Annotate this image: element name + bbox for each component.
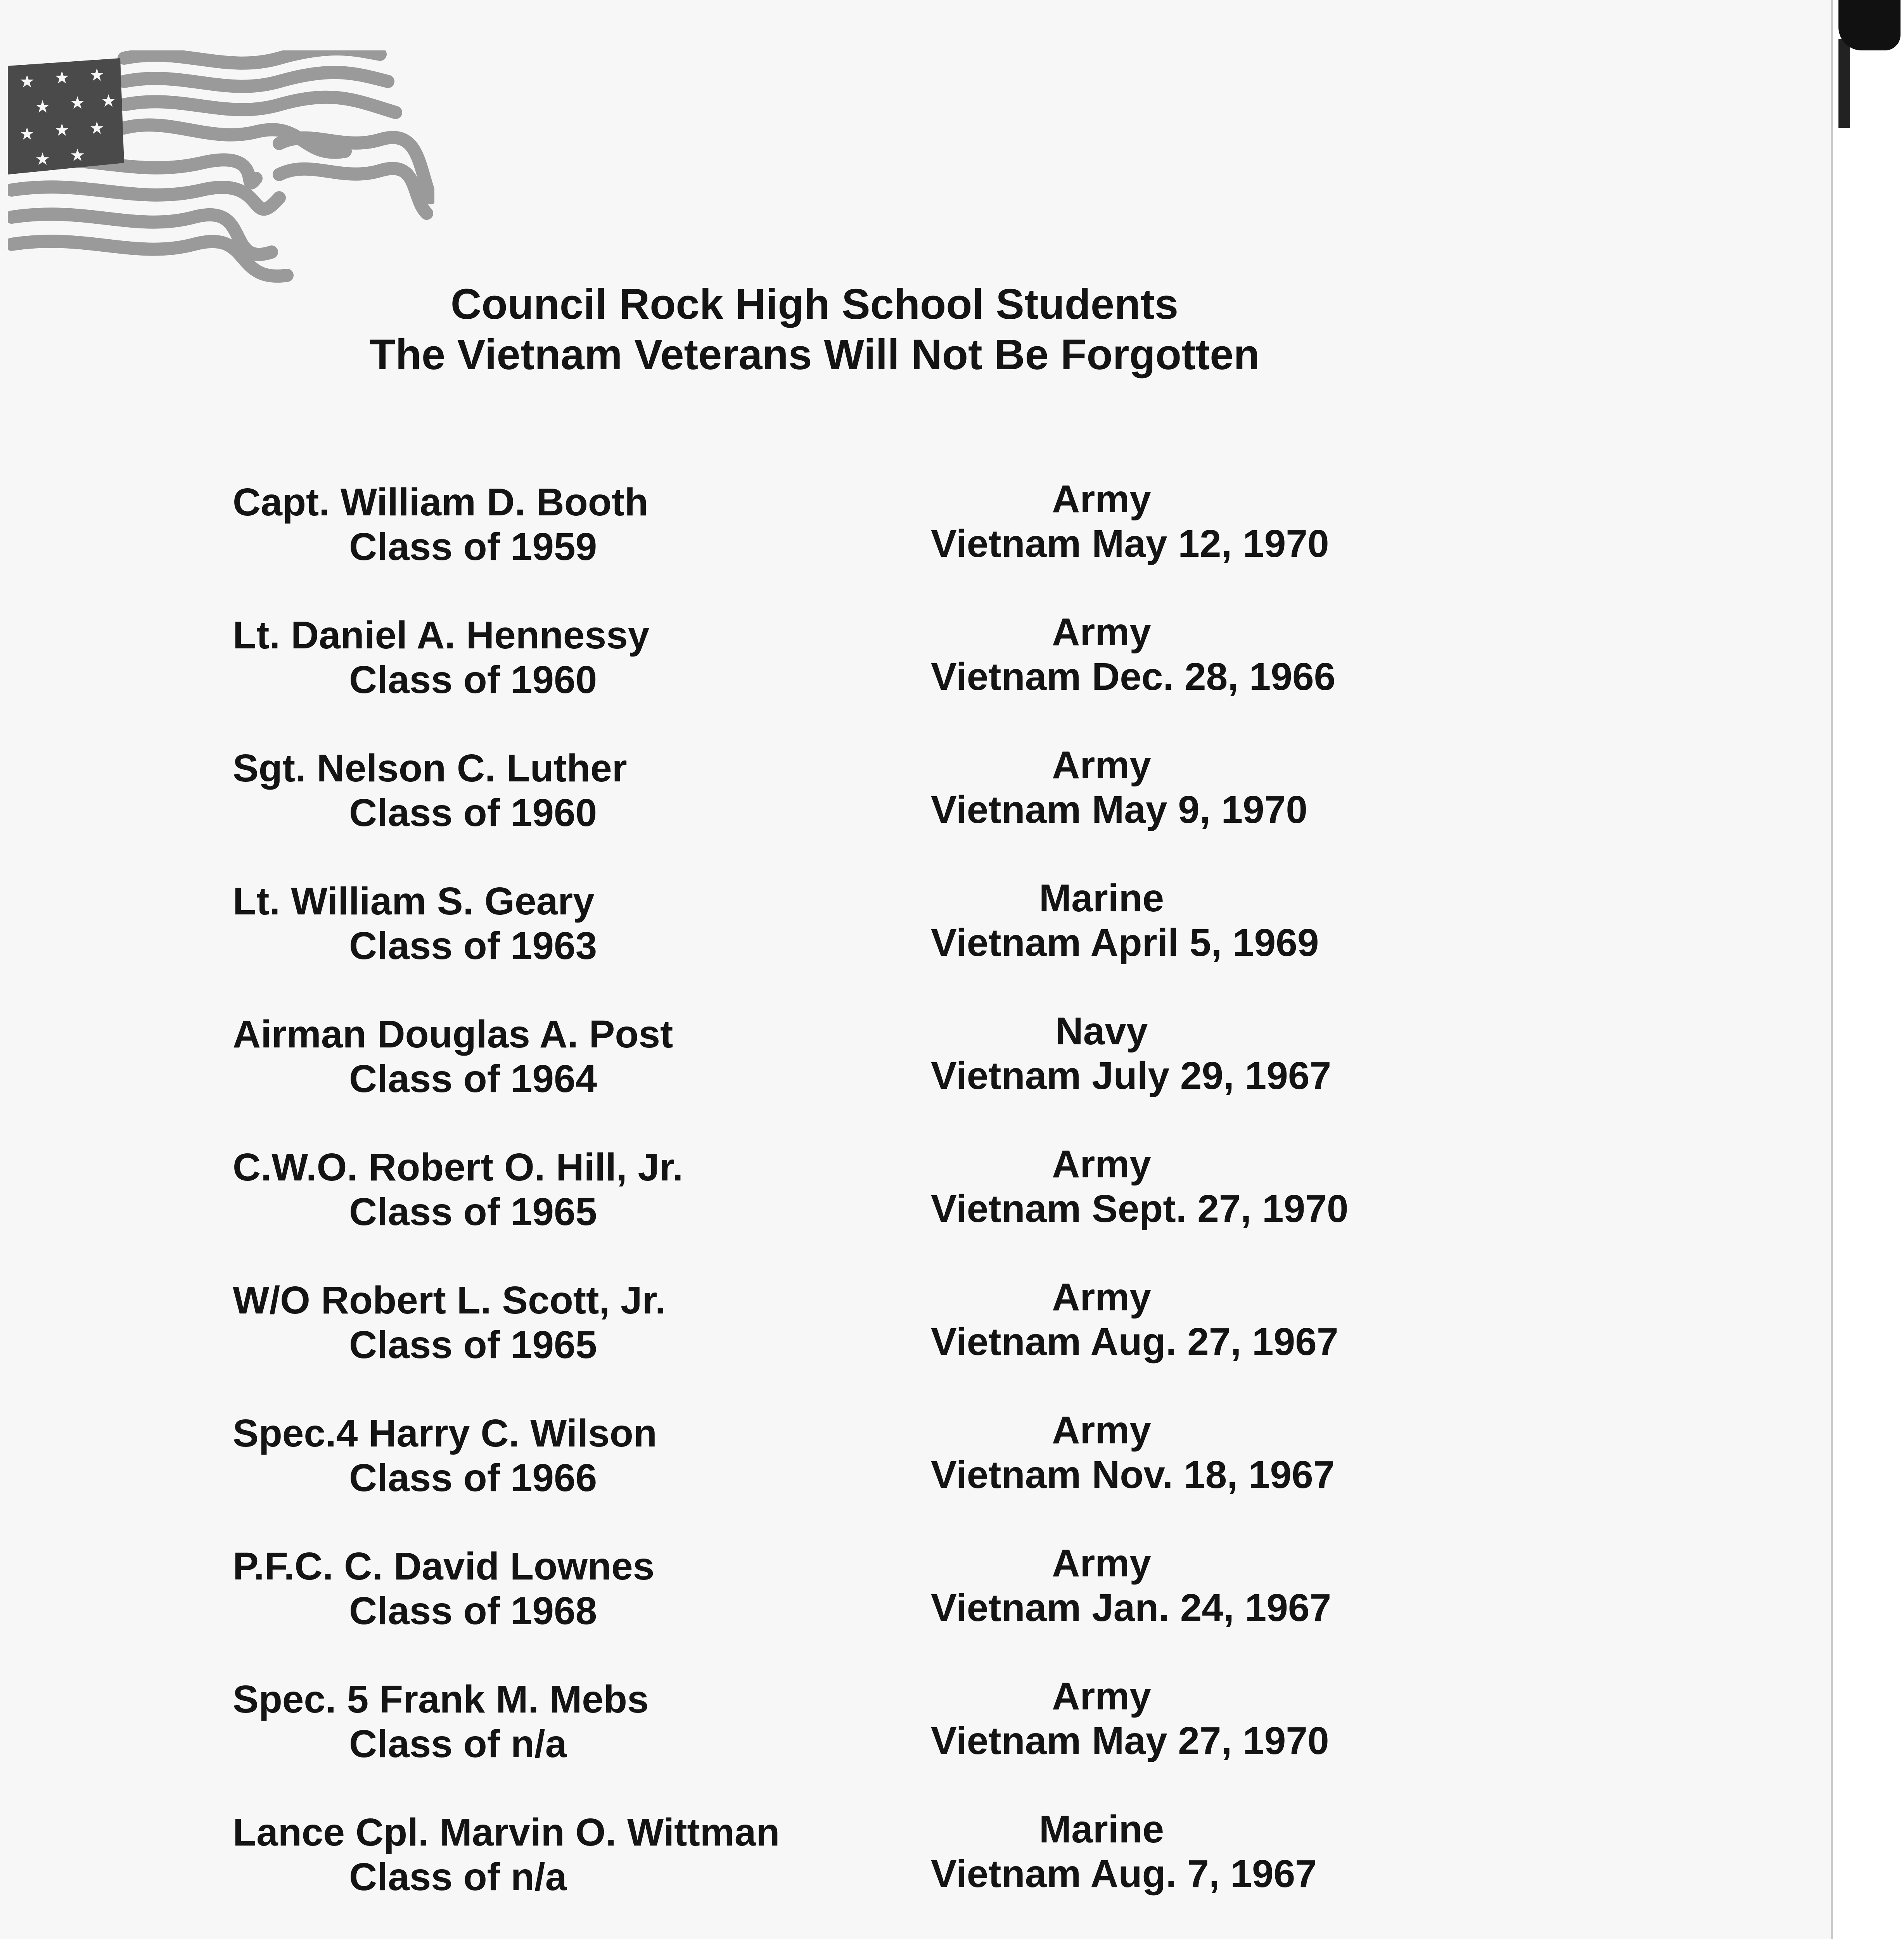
veteran-branch: Navy <box>1055 1009 1148 1053</box>
svg-text:★: ★ <box>70 145 85 165</box>
veteran-place-date: Vietnam May 12, 1970 <box>931 522 1329 565</box>
veteran-place-date: Vietnam May 9, 1970 <box>931 788 1307 831</box>
svg-text:★: ★ <box>35 97 50 117</box>
veteran-entry <box>0 1009 1823 1131</box>
veteran-branch: Army <box>1052 1675 1151 1718</box>
veteran-class: Class of 1966 <box>349 1456 597 1500</box>
svg-text:★: ★ <box>89 118 105 138</box>
svg-text:★: ★ <box>54 68 70 88</box>
veteran-name: C.W.O. Robert O. Hill, Jr. <box>233 1146 683 1189</box>
veteran-entry <box>0 477 1823 599</box>
veteran-branch: Marine <box>1039 876 1164 920</box>
veteran-place-date: Vietnam Aug. 7, 1967 <box>931 1852 1317 1896</box>
veteran-class: Class of 1960 <box>349 791 597 835</box>
veteran-class: Class of n/a <box>349 1855 567 1899</box>
page-title: Council Rock High School Students <box>450 280 1179 328</box>
veteran-entry <box>0 876 1823 998</box>
veteran-entry <box>0 610 1823 732</box>
veteran-name: Lt. Daniel A. Hennessy <box>233 613 650 657</box>
veteran-class: Class of n/a <box>349 1722 567 1766</box>
veteran-entry <box>0 1675 1823 1796</box>
veteran-entry <box>0 1808 1823 1929</box>
veteran-branch: Army <box>1052 1542 1151 1585</box>
veteran-branch: Army <box>1052 743 1151 787</box>
binder-clip-stem <box>1838 39 1850 128</box>
svg-text:★: ★ <box>35 149 50 169</box>
veteran-place-date: Vietnam Aug. 27, 1967 <box>931 1320 1339 1364</box>
scan-edge <box>1833 0 1904 1939</box>
veteran-name: P.F.C. C. David Lownes <box>233 1545 655 1588</box>
veteran-name: Spec.4 Harry C. Wilson <box>233 1412 657 1455</box>
svg-text:★: ★ <box>19 124 35 144</box>
veteran-place-date: Vietnam Sept. 27, 1970 <box>931 1187 1349 1230</box>
page-subtitle: The Vietnam Veterans Will Not Be Forgotten <box>369 331 1260 378</box>
veteran-entry <box>0 1275 1823 1397</box>
veteran-name: W/O Robert L. Scott, Jr. <box>233 1279 666 1322</box>
veteran-name: Capt. William D. Booth <box>233 480 649 524</box>
veteran-class: Class of 1964 <box>349 1057 597 1101</box>
veteran-entry <box>0 743 1823 865</box>
veteran-entry <box>0 1542 1823 1663</box>
veteran-class: Class of 1960 <box>349 658 597 702</box>
veteran-name: Lt. William S. Geary <box>233 880 595 923</box>
veteran-class: Class of 1963 <box>349 924 597 968</box>
veteran-place-date: Vietnam May 27, 1970 <box>931 1719 1329 1763</box>
veteran-place-date: Vietnam Dec. 28, 1966 <box>931 655 1336 698</box>
veteran-entry <box>0 1408 1823 1530</box>
veteran-name: Spec. 5 Frank M. Mebs <box>233 1678 649 1721</box>
veteran-branch: Army <box>1052 1408 1151 1452</box>
binder-clip <box>1838 0 1901 50</box>
american-flag-icon <box>8 50 434 291</box>
veteran-class: Class of 1968 <box>349 1589 597 1633</box>
veteran-place-date: Vietnam Nov. 18, 1967 <box>931 1453 1335 1497</box>
veteran-entry <box>0 1142 1823 1264</box>
svg-text:★: ★ <box>89 65 105 85</box>
svg-text:★: ★ <box>19 72 35 92</box>
svg-text:★: ★ <box>54 120 70 140</box>
veteran-class: Class of 1959 <box>349 525 597 569</box>
veteran-branch: Army <box>1052 1142 1151 1186</box>
veteran-name: Sgt. Nelson C. Luther <box>233 747 627 790</box>
veteran-place-date: Vietnam July 29, 1967 <box>931 1054 1332 1097</box>
veteran-branch: Marine <box>1039 1808 1164 1851</box>
veteran-place-date: Vietnam April 5, 1969 <box>931 921 1319 964</box>
svg-text:★: ★ <box>70 93 85 113</box>
veteran-name: Airman Douglas A. Post <box>233 1013 673 1056</box>
veteran-name: Lance Cpl. Marvin O. Wittman <box>233 1811 780 1854</box>
veteran-branch: Army <box>1052 610 1151 654</box>
veteran-branch: Army <box>1052 1275 1151 1319</box>
svg-text:★: ★ <box>101 91 116 111</box>
veteran-place-date: Vietnam Jan. 24, 1967 <box>931 1586 1332 1630</box>
veteran-branch: Army <box>1052 477 1151 521</box>
veteran-class: Class of 1965 <box>349 1190 597 1234</box>
veteran-class: Class of 1965 <box>349 1323 597 1367</box>
